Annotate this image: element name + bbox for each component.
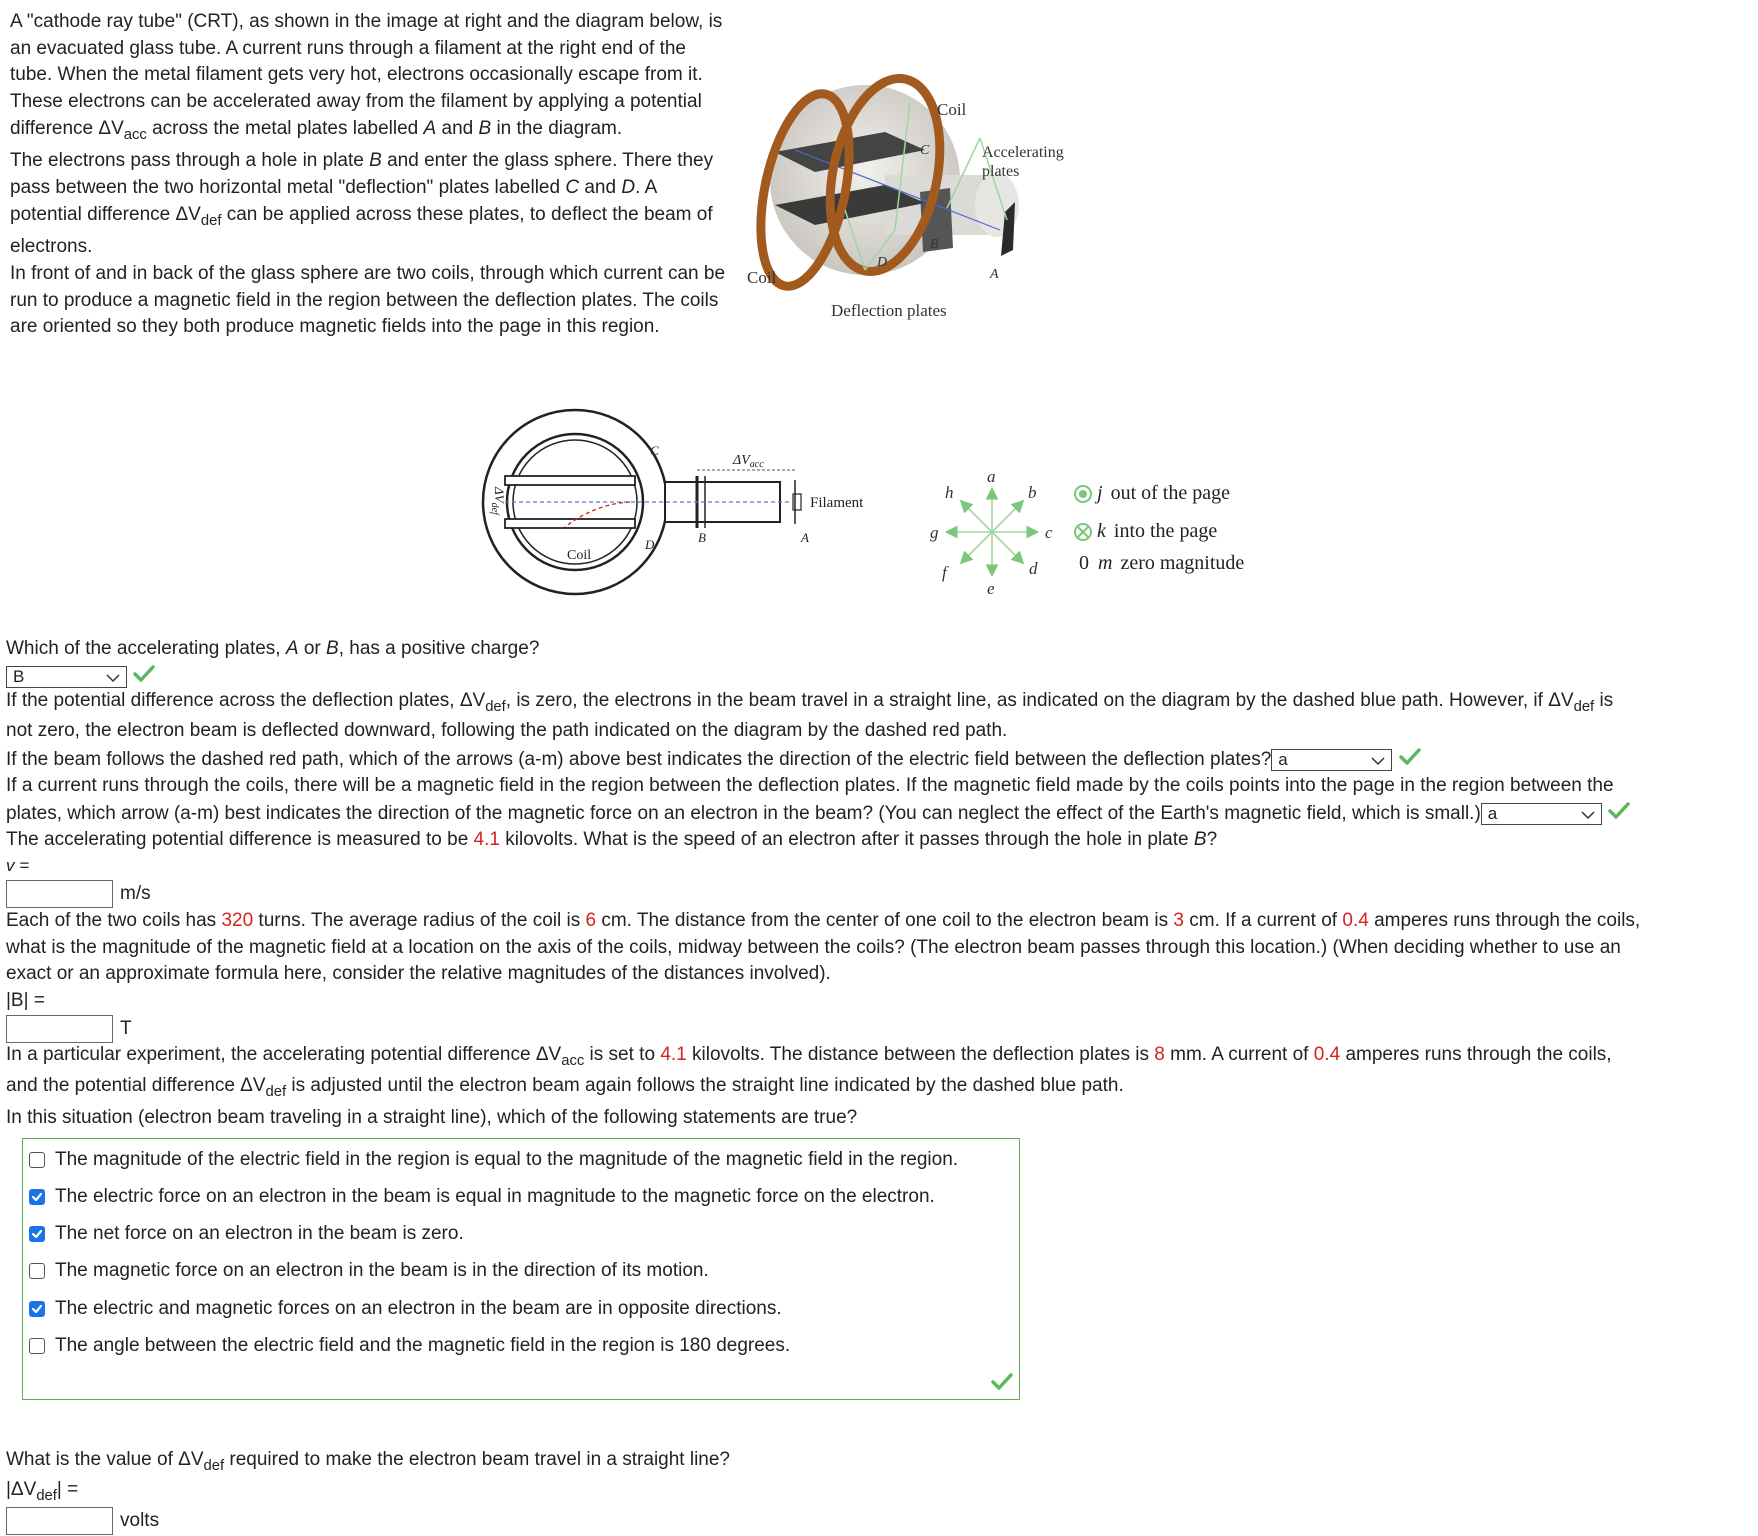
photo-deflection-label: Deflection plates bbox=[831, 301, 947, 320]
crt-photo bbox=[735, 80, 1095, 330]
correct-check-icon bbox=[132, 663, 156, 691]
intro-text: A "cathode ray tube" (CRT), as shown in the image at right and the diagram below, is an evacuated glass tube. A current runs through a filament at the right end of the tube. When the metal filament gets very hot, electrons occasionally escape from it. These electrons can be accelerated away from the filament by applying a potential difference $\Delta V_{acc}$ across the metal plates labelled A and B in the diagram. The electrons pass through a hole in plate B and enter the glass sphere. There they pass between the two horizontal metal "deflection" plates labelled C and D. A potential difference $\Delta V_{def}$ can be applied across these plates, to deflect the beam of electrons. In front of and in back of the glass sphere are two coils, through which current can be run to produce a magnetic field in the region between the deflection plates. The coils are oriented so they both produce magnetic fields into the page in this region. bbox=[10, 11, 726, 338]
q3-line2: plates, which arrow (a-m) best indicates the direction of the magnetic force on an electron in the beam? (You can neglect the effect of the Earth's magnetic field, which is small.) a bbox=[6, 800, 1631, 828]
diagram-coil-label: Coil bbox=[567, 548, 592, 563]
dot-circle-icon bbox=[1073, 484, 1093, 504]
check-mark-icon bbox=[31, 1303, 43, 1315]
photo-coil-left-label: Coil bbox=[747, 268, 777, 287]
legend-into-page: k into the page bbox=[1073, 516, 1244, 547]
diagram-B: B bbox=[698, 530, 706, 545]
compass-g: g bbox=[930, 523, 939, 542]
compass-e: e bbox=[987, 579, 995, 598]
compass-d: d bbox=[1029, 559, 1038, 578]
statement-option[interactable]: The magnetic force on an electron in the beam is in the direction of its motion. bbox=[29, 1260, 709, 1282]
checkbox[interactable] bbox=[29, 1338, 45, 1354]
voltage-input[interactable] bbox=[6, 1507, 113, 1535]
checkbox[interactable] bbox=[29, 1226, 45, 1242]
correct-check-icon bbox=[990, 1371, 1014, 1397]
check-mark-icon bbox=[31, 1191, 43, 1203]
chevron-down-icon bbox=[1371, 751, 1385, 771]
q7-label: $|\Delta V_{def}|$ = bbox=[6, 1479, 79, 1504]
statement-option[interactable]: The electric and magnetic forces on an electron in the beam are in opposite directions. bbox=[29, 1298, 782, 1320]
q7-unit: volts bbox=[120, 1510, 160, 1531]
diagram-dvacc-label: $\Delta V_{acc}$ bbox=[733, 453, 764, 470]
check-mark-icon bbox=[31, 1228, 43, 1240]
direction-compass bbox=[925, 462, 1065, 602]
checkbox[interactable] bbox=[29, 1301, 45, 1317]
correct-check-icon bbox=[1607, 800, 1631, 828]
photo-C: C bbox=[920, 143, 930, 158]
legend-zero: 0 m zero magnitude bbox=[1079, 552, 1245, 574]
statement-option[interactable]: The net force on an electron in the beam is zero. bbox=[29, 1223, 464, 1245]
diagram-D: D bbox=[645, 537, 655, 552]
compass-f: f bbox=[942, 563, 947, 582]
diagram-C: C bbox=[650, 443, 659, 458]
q5-line1: Each of the two coils has 320 turns. The average radius of the coil is 6 cm. The distance from the center of one coil to the electron beam is 3 cm. If a current of 0.4 amperes runs through the coils, bbox=[6, 910, 1641, 931]
compass-a: a bbox=[987, 467, 996, 486]
field-input[interactable] bbox=[6, 1015, 113, 1043]
speed-input[interactable] bbox=[6, 880, 113, 908]
q7-text: What is the value of $\Delta V_{def}$ required to make the electron beam travel in a straight line? bbox=[6, 1449, 730, 1474]
q2-line1: If the potential difference across the deflection plates, $\Delta V_{def}$, is zero, the electrons in the beam travel in a straight line, as indicated on the diagram by the dashed blue path. However, if $\Delta V_{def}$ is bbox=[6, 690, 1614, 715]
q4-label: v = bbox=[6, 856, 30, 875]
q2-select[interactable]: a bbox=[1271, 749, 1392, 771]
photo-A: A bbox=[990, 267, 999, 282]
photo-D: D bbox=[877, 255, 888, 270]
cross-circle-icon bbox=[1073, 522, 1093, 542]
legend-out-of-page: j out of the page bbox=[1073, 478, 1244, 509]
chevron-down-icon bbox=[1581, 805, 1595, 825]
diagram-filament-label: Filament bbox=[810, 495, 864, 511]
q2-line3: If the beam follows the dashed red path, which of the arrows (a-m) above best indicates the direction of the electric field between the deflection plates? a bbox=[6, 746, 1422, 774]
q6-line3: In this situation (electron beam traveling in a straight line), which of the following statements are true? bbox=[6, 1107, 858, 1128]
checkbox[interactable] bbox=[29, 1263, 45, 1279]
statement-option[interactable]: The angle between the electric field and the magnetic field in the region is 180 degrees. bbox=[29, 1335, 790, 1357]
photo-accel-label: Accelerating bbox=[982, 144, 1064, 161]
chevron-down-icon bbox=[106, 668, 120, 688]
q3-select[interactable]: a bbox=[1481, 803, 1602, 825]
q1-text: Which of the accelerating plates, A or B, has a positive charge? bbox=[6, 638, 540, 659]
q1-answer-row bbox=[6, 663, 156, 691]
direction-legend bbox=[1073, 478, 1244, 579]
correct-check-icon bbox=[1398, 746, 1422, 774]
compass-c: c bbox=[1045, 523, 1053, 542]
q5-line3: exact or an approximate formula here, consider the relative magnitudes of the distances involved). bbox=[6, 963, 831, 984]
checkbox[interactable] bbox=[29, 1189, 45, 1205]
q5-unit: T bbox=[120, 1018, 132, 1039]
checkbox[interactable] bbox=[29, 1152, 45, 1168]
q5-label: |B| = bbox=[6, 990, 45, 1011]
q4-text: The accelerating potential difference is measured to be 4.1 kilovolts. What is the speed of an electron after it passes through the hole in plate B? bbox=[6, 829, 1218, 850]
crt-diagram bbox=[475, 392, 864, 582]
statement-option[interactable]: The magnitude of the electric field in the region is equal to the magnitude of the magnetic field in the region. bbox=[29, 1149, 958, 1171]
statements-box bbox=[22, 1138, 1020, 1400]
q1-select[interactable]: B bbox=[6, 666, 127, 688]
q3-line1: If a current runs through the coils, there will be a magnetic field in the region between the deflection plates. If the magnetic field made by the coils points into the page in the region between the bbox=[6, 775, 1614, 796]
diagram-A: A bbox=[801, 530, 809, 545]
photo-B: B bbox=[930, 237, 939, 252]
q5-line2: what is the magnitude of the magnetic field at a location on the axis of the coils, midway between the coils? (The electron beam passes through this location.) (When deciding whether to use an bbox=[6, 937, 1621, 958]
statement-option[interactable]: The electric force on an electron in the beam is equal in magnitude to the magnetic force on the electron. bbox=[29, 1186, 935, 1208]
compass-b: b bbox=[1028, 483, 1037, 502]
q4-unit: m/s bbox=[120, 883, 151, 904]
compass-h: h bbox=[945, 483, 954, 502]
q6-line2: and the potential difference $\Delta V_{def}$ is adjusted until the electron beam again follows the straight line indicated by the dashed blue path. bbox=[6, 1075, 1124, 1100]
diagram-dvdef-label: $\Delta V_{def}$ bbox=[489, 487, 507, 515]
photo-plates-label: plates bbox=[982, 163, 1020, 180]
photo-coil-top-label: Coil bbox=[937, 100, 967, 119]
q6-line1: In a particular experiment, the accelerating potential difference $\Delta V_{acc}$ is set to 4.1 kilovolts. The distance between the deflection plates is 8 mm. A current of 0.4 amperes runs through the coils, bbox=[6, 1044, 1612, 1069]
q2-line2: not zero, the electron beam is deflected downward, following the path indicated on the diagram by the dashed red path. bbox=[6, 720, 1008, 741]
